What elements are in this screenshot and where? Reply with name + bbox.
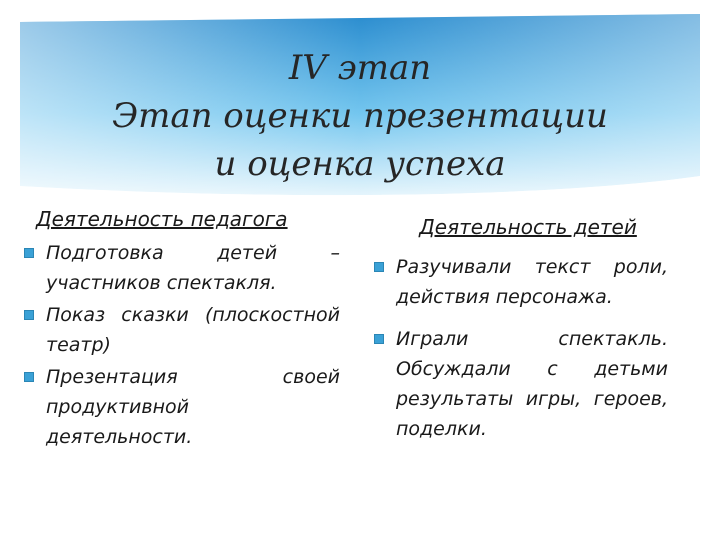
list-item-text: Разучивали текст роли, действия персонажа.: [396, 256, 668, 308]
children-activity-list: [372, 252, 668, 444]
list-item-text: Подготовка детей – участников спектакля.: [46, 242, 340, 294]
title-line-1: IV этап: [288, 48, 432, 88]
list-item: [22, 362, 340, 452]
teacher-activity-heading: Деятельность педагога: [36, 207, 288, 231]
square-bullet-icon: [24, 310, 34, 320]
square-bullet-icon: [24, 248, 34, 258]
square-bullet-icon: [374, 262, 384, 272]
list-item: [372, 324, 668, 444]
teacher-activity-column: [22, 204, 340, 454]
title-line-3: и оценка успеха: [214, 144, 506, 184]
slide-title: [0, 44, 720, 188]
teacher-activity-list: [22, 238, 340, 452]
title-line-2: Этап оценки презентации: [112, 96, 608, 136]
list-item: [372, 252, 668, 312]
children-activity-column: [372, 204, 668, 456]
list-item-text: Показ сказки (плоскостной театр): [46, 304, 340, 356]
list-item-text: Презентация своей продуктивной деятельности.: [46, 366, 340, 448]
list-item-text: Играли спектакль. Обсуждали с детьми результаты игры, героев, поделки.: [396, 328, 668, 440]
list-item: [22, 300, 340, 360]
square-bullet-icon: [374, 334, 384, 344]
list-item: [22, 238, 340, 298]
square-bullet-icon: [24, 372, 34, 382]
children-activity-heading: Деятельность детей: [419, 215, 637, 239]
